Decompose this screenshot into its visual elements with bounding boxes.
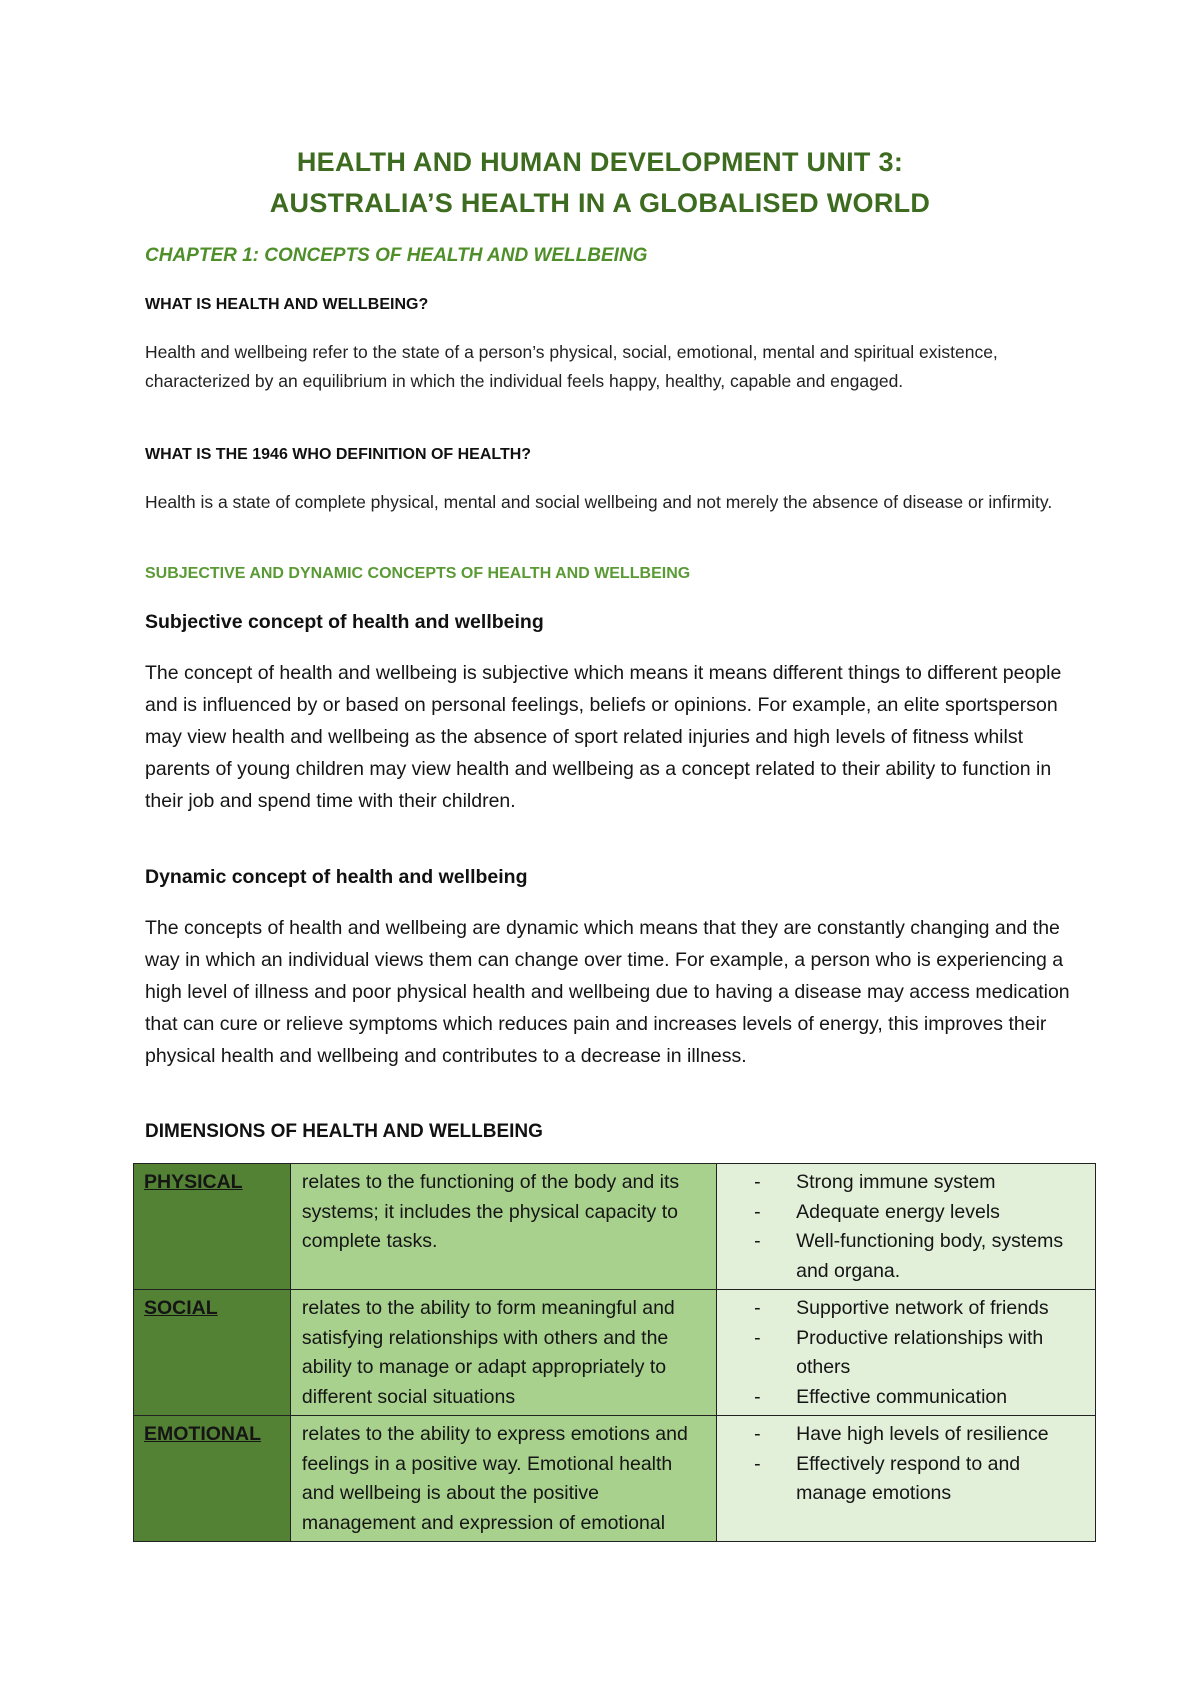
dimension-examples: [717, 1164, 1096, 1290]
dimension-description: relates to the ability to form meaningful and satisfying relationships with others and the ability to manage or adapt appropriately to different social situations: [290, 1290, 716, 1416]
list-item: - Adequate energy levels: [754, 1198, 1085, 1228]
answer-who-definition: Health is a state of complete physical, mental and social wellbeing and not merely the absence of disease or infirmity.: [145, 492, 1053, 512]
subjective-paragraph: The concept of health and wellbeing is subjective which means it means different things to different people and is influenced by or based on personal feelings, beliefs or opinions. For example, an elite sportsperson may view health and wellbeing as the absence of sport related injuries and high levels of fitness whilst parents of young children may view health and wellbeing as a concept related to their ability to function in their job and spend time with their children.: [145, 662, 1062, 812]
dimension-description: relates to the functioning of the body and its systems; it includes the physical capacity to complete tasks.: [290, 1164, 716, 1290]
examples-list: [754, 1294, 1085, 1412]
examples-list: [754, 1168, 1085, 1286]
list-item: - Productive relationships with others: [754, 1324, 1085, 1383]
list-item: - Well-functioning body, systems and organa.: [754, 1227, 1085, 1286]
dimension-name: EMOTIONAL: [134, 1416, 291, 1542]
document-title-line-2: AUSTRALIA’S HEALTH IN A GLOBALISED WORLD: [269, 188, 931, 218]
list-item: - Effective communication: [754, 1383, 1085, 1413]
dimension-description: relates to the ability to express emotions and feelings in a positive way. Emotional health and wellbeing is about the positive management and expression of emotional: [290, 1416, 716, 1542]
table-row: [134, 1290, 1096, 1416]
dynamic-heading: Dynamic concept of health and wellbeing: [145, 866, 528, 888]
list-item: - Have high levels of resilience: [754, 1420, 1085, 1450]
dynamic-paragraph: The concepts of health and wellbeing are dynamic which means that they are constantly changing and the way in which an individual views them can change over time. For example, a person who is experiencing a high level of illness and poor physical health and wellbeing due to having a disease may access medication that can cure or relieve symptoms which reduces pain and increases levels of energy, this improves their physical health and wellbeing and contributes to a decrease in illness.: [145, 917, 1070, 1067]
dimension-examples: [717, 1416, 1096, 1542]
dimensions-heading: DIMENSIONS OF HEALTH AND WELLBEING: [145, 1121, 543, 1142]
dimension-name: SOCIAL: [134, 1290, 291, 1416]
question-heading-health-wellbeing: WHAT IS HEALTH AND WELLBEING?: [145, 296, 429, 313]
table-row: [134, 1164, 1096, 1290]
subjective-heading: Subjective concept of health and wellbeing: [145, 611, 544, 633]
list-item: - Supportive network of friends: [754, 1294, 1085, 1324]
chapter-heading: CHAPTER 1: CONCEPTS OF HEALTH AND WELLBEING: [145, 245, 648, 266]
section-heading-concepts: SUBJECTIVE AND DYNAMIC CONCEPTS OF HEALTH AND WELLBEING: [145, 565, 691, 582]
dimensions-table: [133, 1163, 1096, 1542]
list-item: - Strong immune system: [754, 1168, 1085, 1198]
list-item: - Effectively respond to and manage emotions: [754, 1450, 1085, 1509]
dimension-examples: [717, 1290, 1096, 1416]
table-row: [134, 1416, 1096, 1542]
answer-health-wellbeing: Health and wellbeing refer to the state of a person’s physical, social, emotional, mental and spiritual existence, characterized by an equilibrium in which the individual feels happy, healthy, capable and engaged.: [145, 342, 998, 391]
question-heading-who-definition: WHAT IS THE 1946 WHO DEFINITION OF HEALTH?: [145, 446, 532, 463]
examples-list: [754, 1420, 1085, 1509]
document-title-line-1: HEALTH AND HUMAN DEVELOPMENT UNIT 3:: [296, 147, 904, 177]
dimension-name: PHYSICAL: [134, 1164, 291, 1290]
